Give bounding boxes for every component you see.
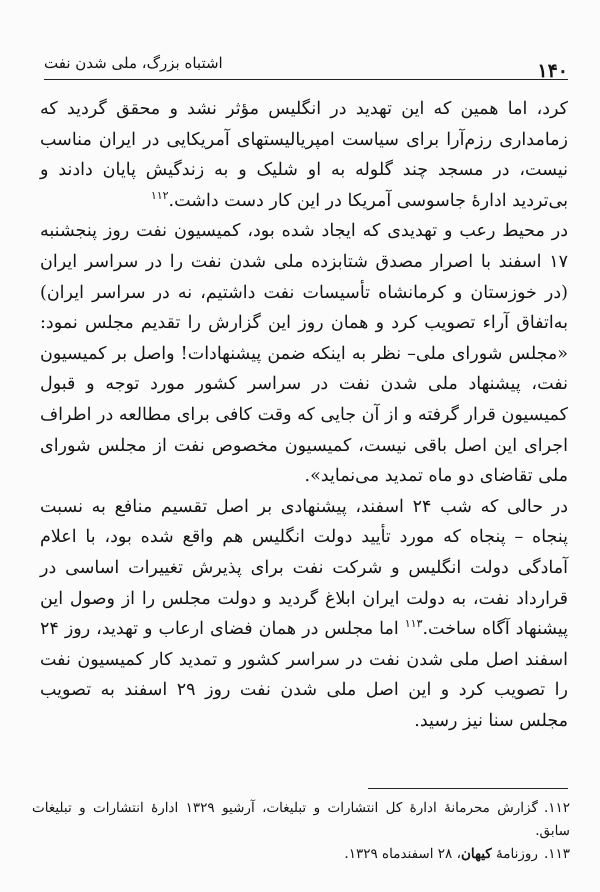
paragraph-3-text-a: در حالی که شب ۲۴ اسفند، پیشنهادی بر اصل تقسیم منافع به نسبت پنجاه – پنجاه که مورد تأیید دولت انگلیس هم واقع شده بود، با اعلام آمادگی دولت انگلیس و شرکت نفت برای پذیرش تغییرات اساسی در قرارداد نفت، به دولت ایران ابلاغ گردید و دولت مجلس را از وصول این پیشنهاد آگاه ساخت. <box>40 496 568 640</box>
footnote-prefix: روزنامهٔ <box>496 846 538 862</box>
body-text <box>40 94 568 736</box>
paragraph-1 <box>40 94 568 216</box>
footnote-reference-113: ۱۱۳ <box>404 617 423 631</box>
paragraph-3 <box>40 492 568 737</box>
footnote-source: کیهان <box>460 846 492 862</box>
header-divider <box>44 79 568 80</box>
page-header <box>44 42 568 82</box>
page-number: ۱۴۰ <box>537 60 568 82</box>
paragraph-3-text-b: اما مجلس در همان فضای ارعاب و تهدید، روز ۲۴ اسفند اصل ملی شدن نفت در سراسر کشور و تمدید کار کمیسیون نفت را تصویب کرد و این اصل ملی شدن نفت روز ۲۹ اسفند به تصویب مجلس سنا نیز رسید. <box>40 619 568 731</box>
footnote-reference-112: ۱۱۲ <box>150 188 169 202</box>
footnote-number: ۱۱۳. <box>543 846 570 862</box>
footnote-113 <box>32 843 570 866</box>
footnote-divider <box>368 788 568 789</box>
footnote-112 <box>32 797 570 843</box>
footnote-number: ۱۱۲. <box>543 800 570 816</box>
paragraph-2 <box>40 216 568 491</box>
footnote-text: ، ۲۸ اسفندماه ۱۳۲۹. <box>344 846 461 862</box>
paragraph-2-text: در محیط رعب و تهدیدی که ایجاد شده بود، کمیسیون نفت روز پنجشنبه ۱۷ اسفند با اصرار مصدق شتابزده ملی شدن نفت را در سراسر ایران (در خوزستان و کرمانشاه تأسیسات نفت داشتیم، نه در سراسر ایران) به‌اتفاق آراء تصویب کرد و همان روز این گزارش را تقدیم مجلس نمود: «مجلس شورای ملی– نظر به اینکه ضمن پیشنهادات! واصل بر کمیسیون نفت، پیشنهاد ملی شدن نفت در سراسر کشور مورد توجه و قبول کمیسیون قرار گرفته و از آن جایی که وقت کافی برای مطالعه در اطراف اجرای این اصل باقی نیست، کمیسیون مخصوص نفت از مجلس شورای ملی تقاضای دو ماه تمدید می‌نماید». <box>40 221 568 487</box>
footnotes <box>32 797 570 866</box>
running-title: اشتباه بزرگ، ملی شدن نفت <box>44 54 223 72</box>
footnote-text: گزارش محرمانهٔ ادارهٔ کل انتشارات و تبلیغات، آرشیو ۱۳۲۹ ادارهٔ انتشارات و تبلیغات سابق. <box>32 800 570 839</box>
paragraph-1-text: کرد، اما همین که این تهدید در انگلیس مؤثر نشد و محقق گردید که زمامداری رزم‌آرا برای سیاست امپریالیستهای آمریکایی در ایران مناسب نیست، در مسجد چند گلوله به او شلیک و به زندگیش پایان دادند و بی‌تردید ادارهٔ جاسوسی آمریکا در این کار دست داشت. <box>40 99 568 211</box>
